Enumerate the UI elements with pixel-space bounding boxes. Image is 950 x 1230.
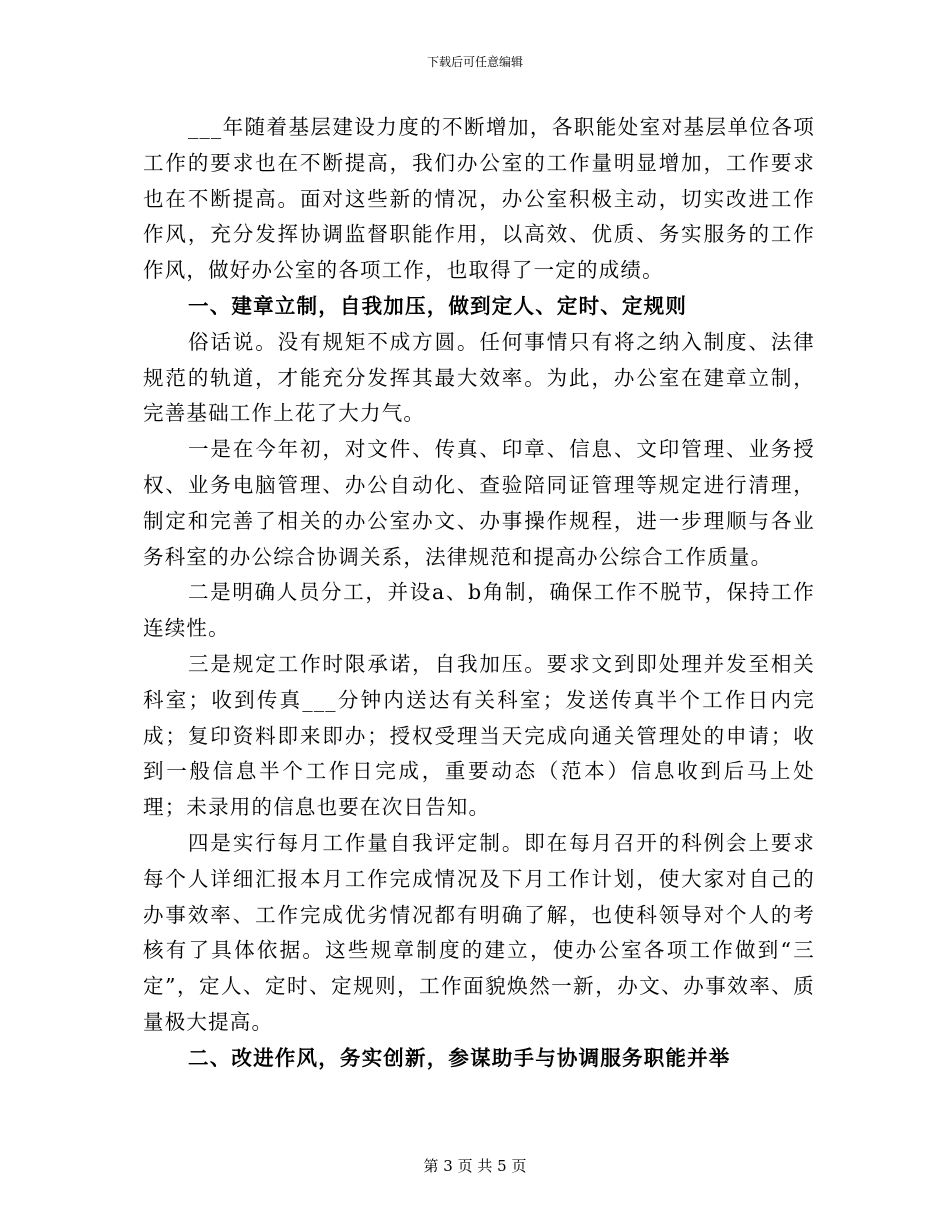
paragraph-item-2: 二是明确人员分工，并设a、b角制，确保工作不脱节，保持工作连续性。 — [143, 580, 815, 641]
paragraph-item-1: 一是在今年初，对文件、传真、印章、信息、文印管理、业务授权、业务电脑管理、办公自动化、查验陪同证管理等规定进行清理，制定和完善了相关的办公室办文、办事操作规程，进一步理顺与各业务科室的办公综合协调关系，法律规范和提高办公综合工作质量。 — [143, 437, 815, 569]
paragraph-item-3: 三是规定工作时限承诺，自我加压。要求文到即处理并发至相关科室；收到传真___分钟内送达有关科室；发送传真半个工作日内完成；复印资料即来即办；授权受理当天完成向通关管理处的申请；收到一般信息半个工作日完成，重要动态（范本）信息收到后马上处理；未录用的信息也要在次日告知。 — [143, 651, 815, 820]
paragraph-item-4: 四是实行每月工作量自我评定制。即在每月召开的科例会上要求每个人详细汇报本月工作完成情况及下月工作计划，使大家对自己的办事效率、工作完成优劣情况都有明确了解，也使科领导对个人的考核有了具体依据。这些规章制度的建立，使办公室各项工作做到“三定”，定人、定时、定规则，工作面貌焕然一新，办文、办事效率、质量极大提高。 — [143, 830, 815, 1034]
section-heading-2: 二、改进作风，务实创新，参谋助手与协调服务职能并举 — [188, 1045, 731, 1070]
document-body — [143, 110, 815, 1077]
page-header: 下载后可任意编辑 — [426, 55, 523, 69]
section-heading-1: 一、建章立制，自我加压，做到定人、定时、定规则 — [188, 293, 688, 318]
paragraph-intro: ___年随着基层建设力度的不断增加，各职能处室对基层单位各项工作的要求也在不断提高，我们办公室的工作量明显增加，工作要求也在不断提高。面对这些新的情况，办公室积极主动，切实改进工作作风，充分发挥协调监督职能作用，以高效、优质、务实服务的工作作风，做好办公室的各项工作，也取得了一定的成绩。 — [143, 115, 815, 283]
page-footer: 第 3 页 共 5 页 — [423, 1157, 527, 1175]
paragraph-proverb: 俗话说。没有规矩不成方圆。任何事情只有将之纳入制度、法律规范的轨道，才能充分发挥其最大效率。为此，办公室在建章立制，完善基础工作上花了大力气。 — [143, 329, 815, 426]
